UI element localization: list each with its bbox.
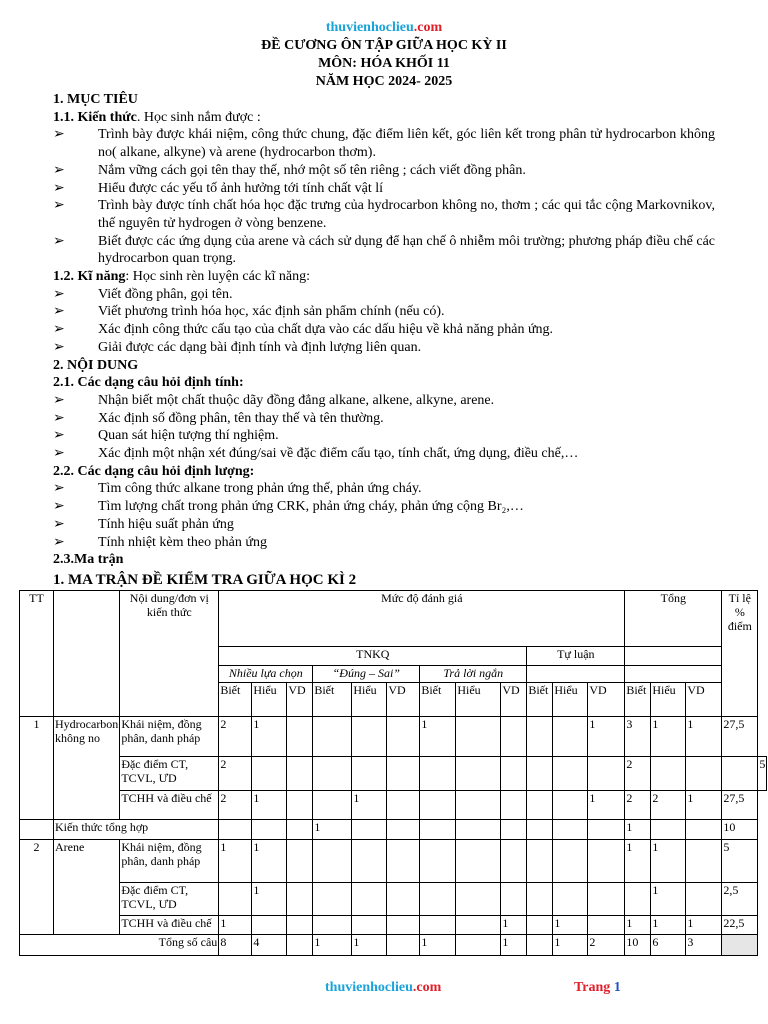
table-cell — [287, 916, 313, 935]
table-cell: 1 — [219, 840, 252, 883]
table-cell: 1 — [252, 883, 287, 916]
table-cell — [588, 757, 625, 791]
table-cell — [420, 791, 456, 820]
doc-title: ĐỀ CƯƠNG ÔN TẬP GIỮA HỌC KỲ II — [261, 38, 507, 53]
table-cell — [588, 916, 625, 935]
total-cell: 1 — [420, 935, 456, 956]
table-cell — [387, 883, 420, 916]
row-pct: 27,5 — [722, 717, 758, 757]
level-header: Hiểu — [456, 683, 501, 717]
bullet-item: ➢ Biết được các ứng dụng của arene và cách sử dụng để hạn chế ô nhiễm môi trường; phương pháp điều chế các hydrocarbon quan trọng. — [53, 233, 715, 267]
row-content: Khái niệm, đồng phân, danh pháp — [120, 840, 219, 883]
table-cell — [219, 820, 252, 840]
table-cell — [352, 717, 387, 757]
doc-subject: MÔN: HÓA KHỐI 11 — [318, 56, 450, 71]
total-cell: 1 — [313, 935, 352, 956]
table-cell — [527, 840, 553, 883]
bullet-item: ➢ Hiểu được các yếu tố ảnh hưởng tới tính chất vật lí — [53, 180, 384, 196]
table-cell — [527, 883, 553, 916]
table-cell — [313, 791, 352, 820]
table-cell — [686, 757, 722, 791]
arrow-bullet-icon: ➢ — [53, 304, 65, 320]
table-cell — [686, 820, 722, 840]
arrow-bullet-icon: ➢ — [53, 410, 65, 426]
table-cell — [352, 757, 387, 791]
arrow-bullet-icon: ➢ — [53, 446, 65, 462]
total-cell: 1 — [501, 935, 527, 956]
table-cell — [287, 757, 313, 791]
table-cell — [456, 820, 501, 840]
table-cell — [527, 717, 553, 757]
level-header: VD — [501, 683, 527, 717]
row-content: Đặc điểm CT, TCVL, ƯD — [120, 883, 219, 916]
arrow-bullet-icon: ➢ — [53, 322, 65, 338]
table-cell — [588, 883, 625, 916]
table-cell — [252, 757, 287, 791]
table-cell — [352, 916, 387, 935]
arrow-bullet-icon: ➢ — [53, 534, 65, 550]
section-heading: 2. NỘI DUNG — [53, 357, 139, 373]
matrix-title: 1. MA TRẬN ĐỀ KIỂM TRA GIỮA HỌC KÌ 2 — [53, 572, 357, 588]
table-cell — [420, 840, 456, 883]
row-content: TCHH và điều chế — [120, 791, 219, 820]
table-row — [20, 916, 767, 935]
doc-year: NĂM HỌC 2024- 2025 — [315, 74, 453, 89]
row-topic: Arene — [54, 840, 120, 935]
table-cell — [387, 916, 420, 935]
row-pct: 27,5 — [722, 791, 758, 820]
table-cell: 1 — [625, 916, 651, 935]
table-cell — [501, 820, 527, 840]
table-cell: 2 — [625, 791, 651, 820]
table-cell: 1 — [252, 717, 287, 757]
table-cell — [252, 820, 287, 840]
table-cell — [588, 820, 625, 840]
header-true-false: “Đúng – Sai” — [313, 666, 420, 683]
header-tnkq: TNKQ — [219, 647, 527, 666]
table-row — [20, 757, 767, 791]
table-cell: 1 — [686, 717, 722, 757]
table-cell — [527, 916, 553, 935]
bullet-item: ➢ Quan sát hiện tượng thí nghiệm. — [53, 428, 279, 444]
total-label: Tổng số câu — [20, 935, 219, 956]
bullet-item: ➢ Viết phương trình hóa học, xác định sản phẩm chính (nếu có). — [53, 304, 445, 320]
table-cell: 1 — [625, 840, 651, 883]
level-header: Hiểu — [553, 683, 588, 717]
level-header: Hiểu — [252, 683, 287, 717]
row-tt: 2 — [20, 840, 54, 935]
total-cell — [456, 935, 501, 956]
total-row — [20, 935, 767, 956]
total-pct — [722, 935, 758, 956]
row-topic: Hydrocarbon không no — [54, 717, 120, 820]
table-cell — [313, 757, 352, 791]
table-cell — [252, 916, 287, 935]
table-cell: 1 — [651, 840, 686, 883]
header-essay: Tự luận — [527, 647, 625, 666]
level-header: VD — [387, 683, 420, 717]
arrow-bullet-icon: ➢ — [53, 180, 65, 196]
row-pct: 22,5 — [722, 916, 758, 935]
row-content: TCHH và điều chế — [120, 916, 219, 935]
table-cell — [527, 791, 553, 820]
row-tt-cell — [20, 820, 54, 840]
subsection-heading: 2.2. Các dạng câu hỏi định lượng: — [53, 463, 255, 479]
level-header: Biết — [313, 683, 352, 717]
table-cell — [553, 883, 588, 916]
table-row — [20, 883, 767, 916]
bullet-item: ➢ Nắm vững cách gọi tên thay thế, nhớ một số tên riêng ; cách viết đồng phân. — [53, 162, 526, 178]
table-cell — [501, 840, 527, 883]
table-cell — [501, 757, 527, 791]
arrow-bullet-icon: ➢ — [53, 392, 65, 408]
bullet-item: ➢ Viết đồng phân, gọi tên. — [53, 286, 233, 302]
table-cell — [625, 883, 651, 916]
page-number: Trang 1 — [574, 980, 621, 995]
table-cell — [553, 840, 588, 883]
table-cell — [686, 883, 722, 916]
table-cell — [501, 883, 527, 916]
arrow-bullet-icon: ➢ — [53, 127, 65, 143]
arrow-bullet-icon: ➢ — [53, 286, 65, 302]
table-row — [20, 820, 767, 840]
table-cell — [420, 757, 456, 791]
bullet-item: ➢ Giải được các dạng bài định tính và định lượng liên quan. — [53, 339, 422, 355]
table-cell: 1 — [352, 791, 387, 820]
table-cell: 1 — [651, 717, 686, 757]
table-cell: 2 — [219, 717, 252, 757]
level-header: VD — [287, 683, 313, 717]
row-pct: 5 — [758, 757, 767, 791]
header-total: Tổng — [625, 591, 722, 647]
table-cell: 1 — [252, 840, 287, 883]
table-cell: 2 — [651, 791, 686, 820]
row-tt: 1 — [20, 717, 54, 820]
header-assessment: Mức độ đánh giá — [219, 591, 625, 647]
arrow-bullet-icon: ➢ — [53, 481, 65, 497]
table-cell — [287, 820, 313, 840]
footer-site: thuvienhoclieu.com — [325, 980, 442, 995]
subsection-knowledge: 1.1. Kiến thức. Học sinh nắm được : — [53, 109, 261, 125]
table-cell: 2 — [219, 757, 252, 791]
total-cell: 1 — [352, 935, 387, 956]
table-cell — [387, 820, 420, 840]
table-cell — [686, 840, 722, 883]
table-cell — [553, 820, 588, 840]
row-pct: 5 — [722, 840, 758, 883]
row-content: Khái niệm, đồng phân, danh pháp — [120, 717, 219, 757]
arrow-bullet-icon: ➢ — [53, 339, 65, 355]
table-cell — [553, 717, 588, 757]
content-block — [53, 91, 715, 569]
bullet-item: ➢ Tính nhiệt kèm theo phản ứng — [53, 534, 267, 550]
total-cell — [387, 935, 420, 956]
arrow-bullet-icon: ➢ — [53, 428, 65, 444]
matrix-table — [19, 590, 767, 956]
table-cell: 2 — [625, 757, 651, 791]
table-row — [20, 840, 767, 883]
table-cell — [420, 916, 456, 935]
table-cell: 1 — [553, 916, 588, 935]
level-header: Biết — [527, 683, 553, 717]
table-cell — [527, 820, 553, 840]
table-cell — [287, 840, 313, 883]
table-cell — [501, 791, 527, 820]
table-cell — [722, 757, 758, 791]
table-cell — [456, 916, 501, 935]
header-ratio: Tỉ lệ % điểm — [722, 591, 758, 717]
table-cell — [313, 916, 352, 935]
arrow-bullet-icon: ➢ — [53, 233, 65, 249]
table-cell — [313, 883, 352, 916]
level-header: Biết — [219, 683, 252, 717]
arrow-bullet-icon: ➢ — [53, 516, 65, 532]
table-cell — [588, 840, 625, 883]
table-cell — [387, 757, 420, 791]
header-short-answer: Trả lời ngắn — [420, 666, 527, 683]
table-cell — [387, 717, 420, 757]
table-cell: 1 — [420, 717, 456, 757]
row-pct: 10 — [722, 820, 758, 840]
bullet-item: ➢ Xác định công thức cấu tạo của chất dựa vào các dấu hiệu về khả năng phản ứng. — [53, 322, 554, 338]
level-header: VD — [588, 683, 625, 717]
bullet-item: ➢ Tìm công thức alkane trong phản ứng thế, phản ứng cháy. — [53, 481, 422, 497]
table-cell — [352, 840, 387, 883]
bullet-item: ➢ Xác định số đồng phân, tên thay thế và tên thường. — [53, 410, 384, 426]
table-cell: 1 — [501, 916, 527, 935]
table-cell: 1 — [588, 791, 625, 820]
table-cell: 1 — [686, 791, 722, 820]
total-cell: 2 — [588, 935, 625, 956]
bullet-item: ➢ Xác định một nhận xét đúng/sai về đặc điểm cấu tạo, tính chất, ứng dụng, điều chế,… — [53, 446, 579, 462]
table-cell: 1 — [651, 916, 686, 935]
arrow-bullet-icon: ➢ — [53, 198, 65, 214]
table-cell — [352, 883, 387, 916]
total-cell — [287, 935, 313, 956]
level-header: Hiểu — [352, 683, 387, 717]
table-cell — [420, 820, 456, 840]
table-row — [20, 791, 767, 820]
table-cell: 1 — [686, 916, 722, 935]
table-cell: 1 — [588, 717, 625, 757]
table-cell: 1 — [219, 916, 252, 935]
table-cell — [456, 757, 501, 791]
table-cell — [219, 883, 252, 916]
subsection-heading: 2.3.Ma trận — [53, 552, 124, 568]
row-content: Đặc điểm CT, TCVL, ƯD — [120, 757, 219, 791]
subsection-skills: 1.2. Kĩ năng: Học sinh rèn luyện các kĩ năng: — [53, 269, 311, 285]
level-header: Hiểu — [651, 683, 686, 717]
table-cell — [456, 840, 501, 883]
table-cell — [651, 820, 686, 840]
bullet-item: ➢ Tìm lượng chất trong phản ứng CRK, phản ứng cháy, phản ứng cộng Br₂,… — [53, 499, 524, 515]
table-cell — [287, 791, 313, 820]
total-cell: 1 — [553, 935, 588, 956]
bullet-item: ➢ Nhận biết một chất thuộc dãy đồng đẳng alkane, alkene, alkyne, arene. — [53, 392, 495, 408]
table-cell — [287, 717, 313, 757]
row-pct: 2,5 — [722, 883, 758, 916]
total-cell: 10 — [625, 935, 651, 956]
total-cell: 8 — [219, 935, 252, 956]
table-cell — [387, 791, 420, 820]
header-multiple-choice: Nhiều lựa chọn — [219, 666, 313, 683]
table-cell — [352, 820, 387, 840]
table-cell: 1 — [252, 791, 287, 820]
table-cell — [387, 840, 420, 883]
row-label: Kiến thức tổng hợp — [54, 820, 219, 840]
table-row — [20, 717, 767, 757]
total-cell: 4 — [252, 935, 287, 956]
table-cell: 3 — [625, 717, 651, 757]
header-tt: TT — [20, 591, 54, 717]
bullet-item: ➢ Trình bày được khái niệm, công thức chung, đặc điểm liên kết, góc liên kết trong phân tử hydrocarbon không no( alkane, alkyne) và arene (hydrocarbon thơm). — [53, 127, 715, 161]
total-cell — [527, 935, 553, 956]
arrow-bullet-icon: ➢ — [53, 162, 65, 178]
table-cell — [313, 717, 352, 757]
table-cell: 1 — [651, 883, 686, 916]
table-cell — [651, 757, 686, 791]
header-content: Nội dung/đơn vị kiến thức — [120, 591, 219, 717]
subsection-heading: 2.1. Các dạng câu hỏi định tính: — [53, 375, 244, 391]
table-cell — [456, 883, 501, 916]
table-cell — [527, 757, 553, 791]
section-heading: 1. MỤC TIÊU — [53, 92, 138, 107]
level-header: Biết — [420, 683, 456, 717]
total-cell: 6 — [651, 935, 686, 956]
level-header: VD — [686, 683, 722, 717]
table-cell — [553, 791, 588, 820]
table-cell — [501, 717, 527, 757]
table-cell — [287, 883, 313, 916]
table-cell: 1 — [625, 820, 651, 840]
total-cell: 3 — [686, 935, 722, 956]
bullet-item: ➢ Tính hiệu suất phản ứng — [53, 516, 234, 532]
table-cell: 2 — [219, 791, 252, 820]
arrow-bullet-icon: ➢ — [53, 499, 65, 515]
table-cell — [313, 840, 352, 883]
table-cell — [456, 717, 501, 757]
site-banner: thuvienhoclieu.com — [325, 20, 443, 35]
table-cell — [456, 791, 501, 820]
table-cell: 1 — [313, 820, 352, 840]
level-header: Biết — [625, 683, 651, 717]
bullet-item: ➢ Trình bày được tính chất hóa học đặc trưng của hydrocarbon không no, thơm ; các qui tắc cộng Markovnikov, thế nguyên tử hydrogen ở vòng benzene. — [53, 198, 715, 231]
table-cell — [553, 757, 588, 791]
table-cell — [420, 883, 456, 916]
